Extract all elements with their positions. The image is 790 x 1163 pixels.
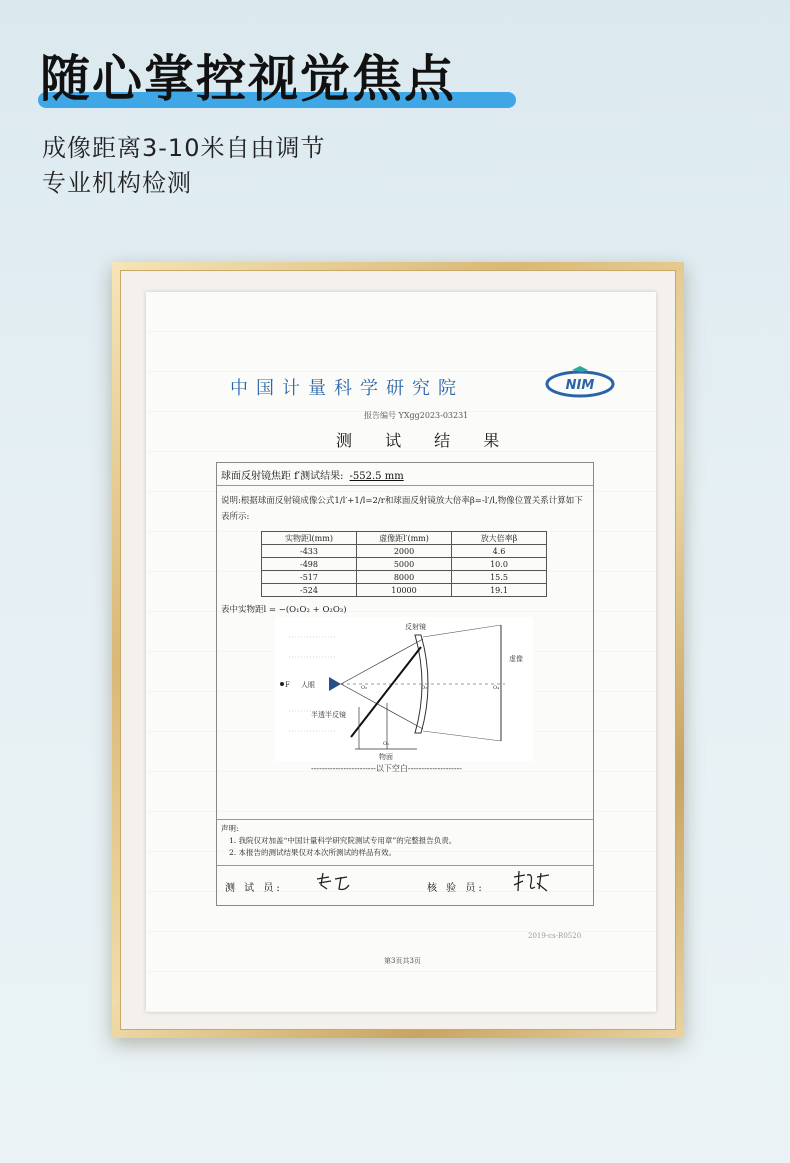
label-o3: O₃: [421, 685, 428, 691]
table-cell: 8000: [357, 571, 452, 584]
form-number: 2019-cs-R0520: [528, 932, 582, 940]
result-line: [221, 467, 404, 482]
divider: [217, 485, 593, 486]
table-header: 虚像距l′(mm): [357, 532, 452, 545]
document-title: 测 试 结 果: [336, 431, 514, 450]
nim-logo-icon: [544, 366, 616, 398]
table-header: 实物距l(mm): [262, 532, 357, 545]
declaration-title: 声明:: [221, 824, 239, 833]
label-o4: O₄: [493, 685, 500, 691]
table-cell: 5000: [357, 558, 452, 571]
label-o2: O₂: [361, 685, 368, 691]
hero-subtitle-1: 成像距离3-10米自由调节: [42, 134, 326, 162]
table-cell: -524: [262, 584, 357, 597]
table-row: [262, 545, 547, 558]
hero-title: 随心掌控视觉焦点: [40, 50, 456, 108]
beam-splitter-line: [351, 647, 421, 737]
result-label: 球面反射镜焦距 f′测试结果:: [221, 471, 344, 482]
results-table: [261, 531, 547, 597]
table-row: [262, 584, 547, 597]
explanation-text: 说明:根据球面反射镜成像公式1/l′+1/l=2/r和球面反射镜放大倍率β=-l′/l,物像位置关系计算如下表所示:: [221, 496, 583, 522]
label-mirror: 反射镜: [405, 623, 426, 631]
table-cell: -498: [262, 558, 357, 571]
report-number: 报告编号 YXgg2023-03231: [364, 411, 469, 420]
hero-subtitle-2: 专业机构检测: [42, 169, 192, 197]
institute-name: 中国计量科学研究院: [230, 378, 464, 399]
table-cell: -517: [262, 571, 357, 584]
table-cell: 2000: [357, 545, 452, 558]
eye-icon: [329, 677, 341, 691]
checker-signature: [511, 869, 553, 895]
certificate-frame: [112, 262, 684, 1038]
table-cell: 15.5: [452, 571, 547, 584]
table-cell: 4.6: [452, 545, 547, 558]
focal-point: [280, 682, 284, 686]
label-object: 物面: [379, 753, 393, 761]
result-box: [216, 462, 594, 906]
table-cell: -433: [262, 545, 357, 558]
table-row: [262, 558, 547, 571]
tester-signature: [313, 869, 355, 895]
distance-formula: 表中实物距l = −(O₁O₂ + O₂O₃): [221, 605, 347, 615]
result-value: -552.5 mm: [349, 471, 404, 482]
declaration: [221, 823, 456, 859]
table-row: [262, 571, 547, 584]
table-cell: 19.1: [452, 584, 547, 597]
label-eye: 人眼: [301, 681, 315, 689]
table-cell: 10000: [357, 584, 452, 597]
label-beam-splitter: 半透半反镜: [311, 711, 346, 719]
divider: [217, 865, 593, 866]
declaration-item: 2. 本报告的测试结果仅对本次所测试的样品有效。: [229, 848, 397, 857]
table-header: 放大倍率β: [452, 532, 547, 545]
table-header-row: [262, 532, 547, 545]
certificate-paper: [146, 292, 656, 1012]
label-o1: O₁: [383, 741, 390, 747]
divider: [217, 819, 593, 820]
declaration-item: 1. 我院仅对加盖“中国计量科学研究院测试专用章”的完整报告负责。: [229, 836, 457, 845]
blank-note: ------------------------以下空白--------------------: [311, 764, 462, 773]
label-f: F: [285, 681, 290, 689]
page-number: 第3页共3页: [384, 957, 421, 965]
optical-diagram: [275, 617, 533, 761]
logo-text: NIM: [565, 378, 595, 393]
checker-label: 核 验 员:: [427, 883, 485, 894]
tester-label: 测 试 员:: [225, 883, 283, 894]
frame-mat: [120, 270, 676, 1030]
table-cell: 10.0: [452, 558, 547, 571]
label-virtual-image: 虚像: [509, 655, 523, 663]
